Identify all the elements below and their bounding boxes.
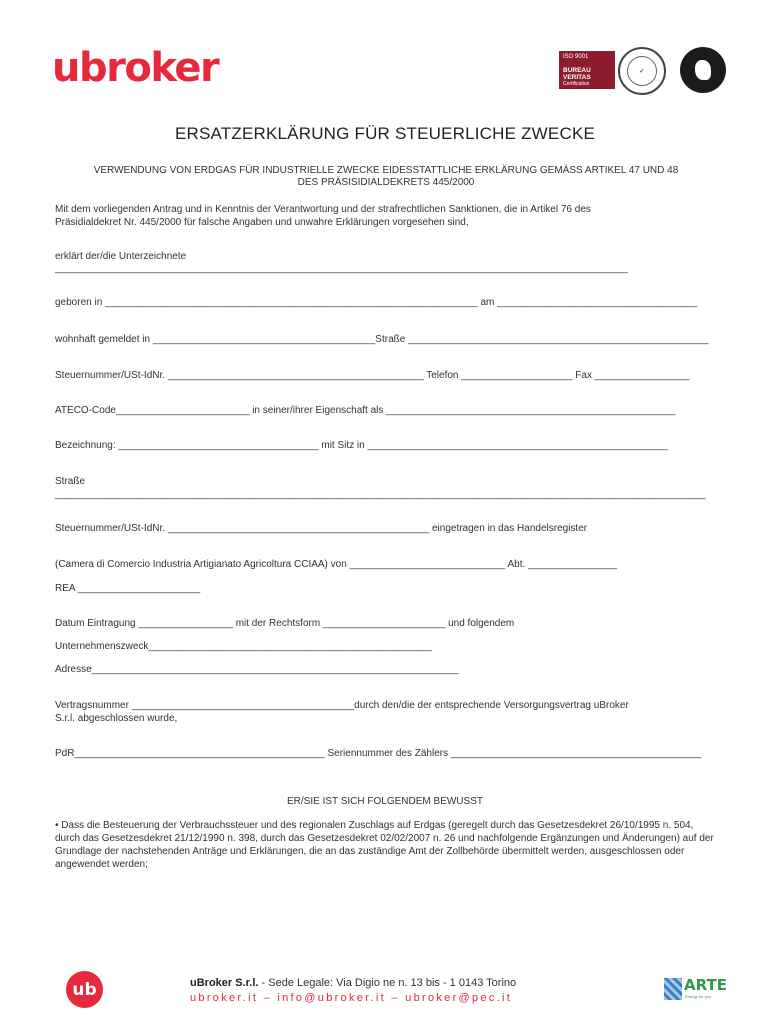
document-subtitle bbox=[66, 165, 706, 189]
awareness-paragraph: • Dass die Besteuerung der Verbrauchssteuer und des regionalen Zuschlags auf Erdgas (geregelt durch das Gesetzesdekret 26/10/1995 n. 504, durch das Gesetzesdekret 21/12/1990 n. 398, durch das Gesetzesdekret 02/02/2007 n. 26 und nachfolgende Ergänzungen und Änderungen) auf der Grundlage der nachstehenden Anträge und Erklärungen, die an das zuständige Amt der Zollbehörde übermittelt werden, ausgeschlossen oder angewendet werden; bbox=[55, 820, 714, 870]
footer-address bbox=[190, 977, 516, 989]
registration-date-legalform-field[interactable]: Datum Eintragung _________________ mit der Rechtsform ______________________ und folgendem bbox=[55, 618, 515, 629]
declarant-label: erklärt der/die Unterzeichnete bbox=[55, 251, 187, 262]
address-field[interactable]: Adresse__________________________________________________________________ bbox=[55, 664, 459, 675]
cert-name-label: BUREAU VERITAS bbox=[563, 67, 591, 81]
tax-registry-field[interactable]: Steuernummer/USt-IdNr. _______________________________________________ eingetragen in das Handelsregister bbox=[55, 523, 588, 534]
bureau-veritas-certification-logo bbox=[559, 51, 615, 89]
company-seat-field[interactable]: Bezeichnung: ____________________________________ mit Sitz in ______________________________________________________ bbox=[55, 440, 668, 451]
cert-iso-label: ISO 9001 bbox=[563, 54, 589, 60]
accredia-seal-icon bbox=[680, 47, 726, 93]
arte-logo-text: ARTE bbox=[684, 976, 727, 994]
business-purpose-field[interactable]: Unternehmenszweck___________________________________________________ bbox=[55, 641, 433, 652]
ub-badge-logo: ub bbox=[66, 971, 103, 1008]
tax-phone-fax-field[interactable]: Steuernummer/USt-IdNr. ______________________________________________ Telefon ____________________ Fax _________________ bbox=[55, 370, 690, 381]
contract-number-field[interactable]: Vertragsnummer ________________________________________durch den/die der entsprechende Versorgungsvertrag uBroker bbox=[55, 700, 629, 711]
rea-field[interactable]: REA ______________________ bbox=[55, 583, 201, 594]
pdr-serial-field[interactable]: PdR_____________________________________________ Seriennummer des Zählers _____________________________________________ bbox=[55, 748, 702, 759]
intro-line-2: Präsidialdekret Nr. 445/2000 für falsche Angaben und unwahre Erklärungen vorgesehen sind, bbox=[55, 217, 469, 228]
residence-street-field[interactable]: wohnhaft gemeldet in ________________________________________Straße ______________________________________________________ bbox=[55, 334, 709, 345]
document-title: ERSATZERKLÄRUNG FÜR STEUERLICHE ZWECKE bbox=[174, 124, 596, 143]
ubroker-logo: ubroker bbox=[52, 45, 219, 91]
declarant-field[interactable]: _______________________________________________________________________________________________________ bbox=[55, 263, 628, 274]
arte-partner-logo bbox=[664, 974, 727, 1006]
contract-number-line-2: S.r.l. abgeschlossen wurde, bbox=[55, 713, 178, 724]
subtitle-line-2: DES PRÄSISIDIALDEKRETS 445/2000 bbox=[297, 177, 475, 188]
street-field[interactable]: _____________________________________________________________________________________________________________________ bbox=[55, 489, 706, 500]
chamber-of-commerce-field[interactable]: (Camera di Comercio Industria Artigianato Agricoltura CCIAA) von ____________________________ Abt. ________________ bbox=[55, 559, 618, 570]
arte-mosaic-icon bbox=[664, 978, 682, 1000]
street-label: Straße bbox=[55, 476, 86, 487]
certification-seal-icon: ✓ bbox=[618, 47, 666, 95]
footer-legal-address: - Sede Legale: Via Digio ne n. 13 bis - 1 0143 Torino bbox=[258, 977, 517, 989]
intro-line-1: Mit dem vorliegenden Antrag und in Kenntnis der Verantwortung und der strafrechtlichen Sanktionen, die in Artikel 76 des bbox=[55, 204, 591, 215]
footer-company-name: uBroker S.r.l. bbox=[190, 977, 259, 989]
birthplace-date-field[interactable]: geboren in ___________________________________________________________________ am ____________________________________ bbox=[55, 297, 698, 308]
subtitle-line-1: VERWENDUNG VON ERDGAS FÜR INDUSTRIELLE ZWECKE EIDESSTATTLICHE ERKLÄRUNG GEMÄSS ARTIKEL 47 UND 48 bbox=[93, 165, 679, 176]
arte-logo-subtext: Energy for you bbox=[685, 994, 712, 999]
awareness-heading: ER/SIE IST SICH FOLGENDEM BEWUSST bbox=[287, 796, 483, 807]
footer-contacts[interactable]: ubroker.it – info@ubroker.it – ubroker@pec.it bbox=[190, 992, 513, 1004]
cert-sub-label: Certification bbox=[563, 81, 590, 87]
ateco-capacity-field[interactable]: ATECO-Code________________________ in seiner/ihrer Eigenschaft als ____________________________________________________ bbox=[55, 405, 676, 416]
